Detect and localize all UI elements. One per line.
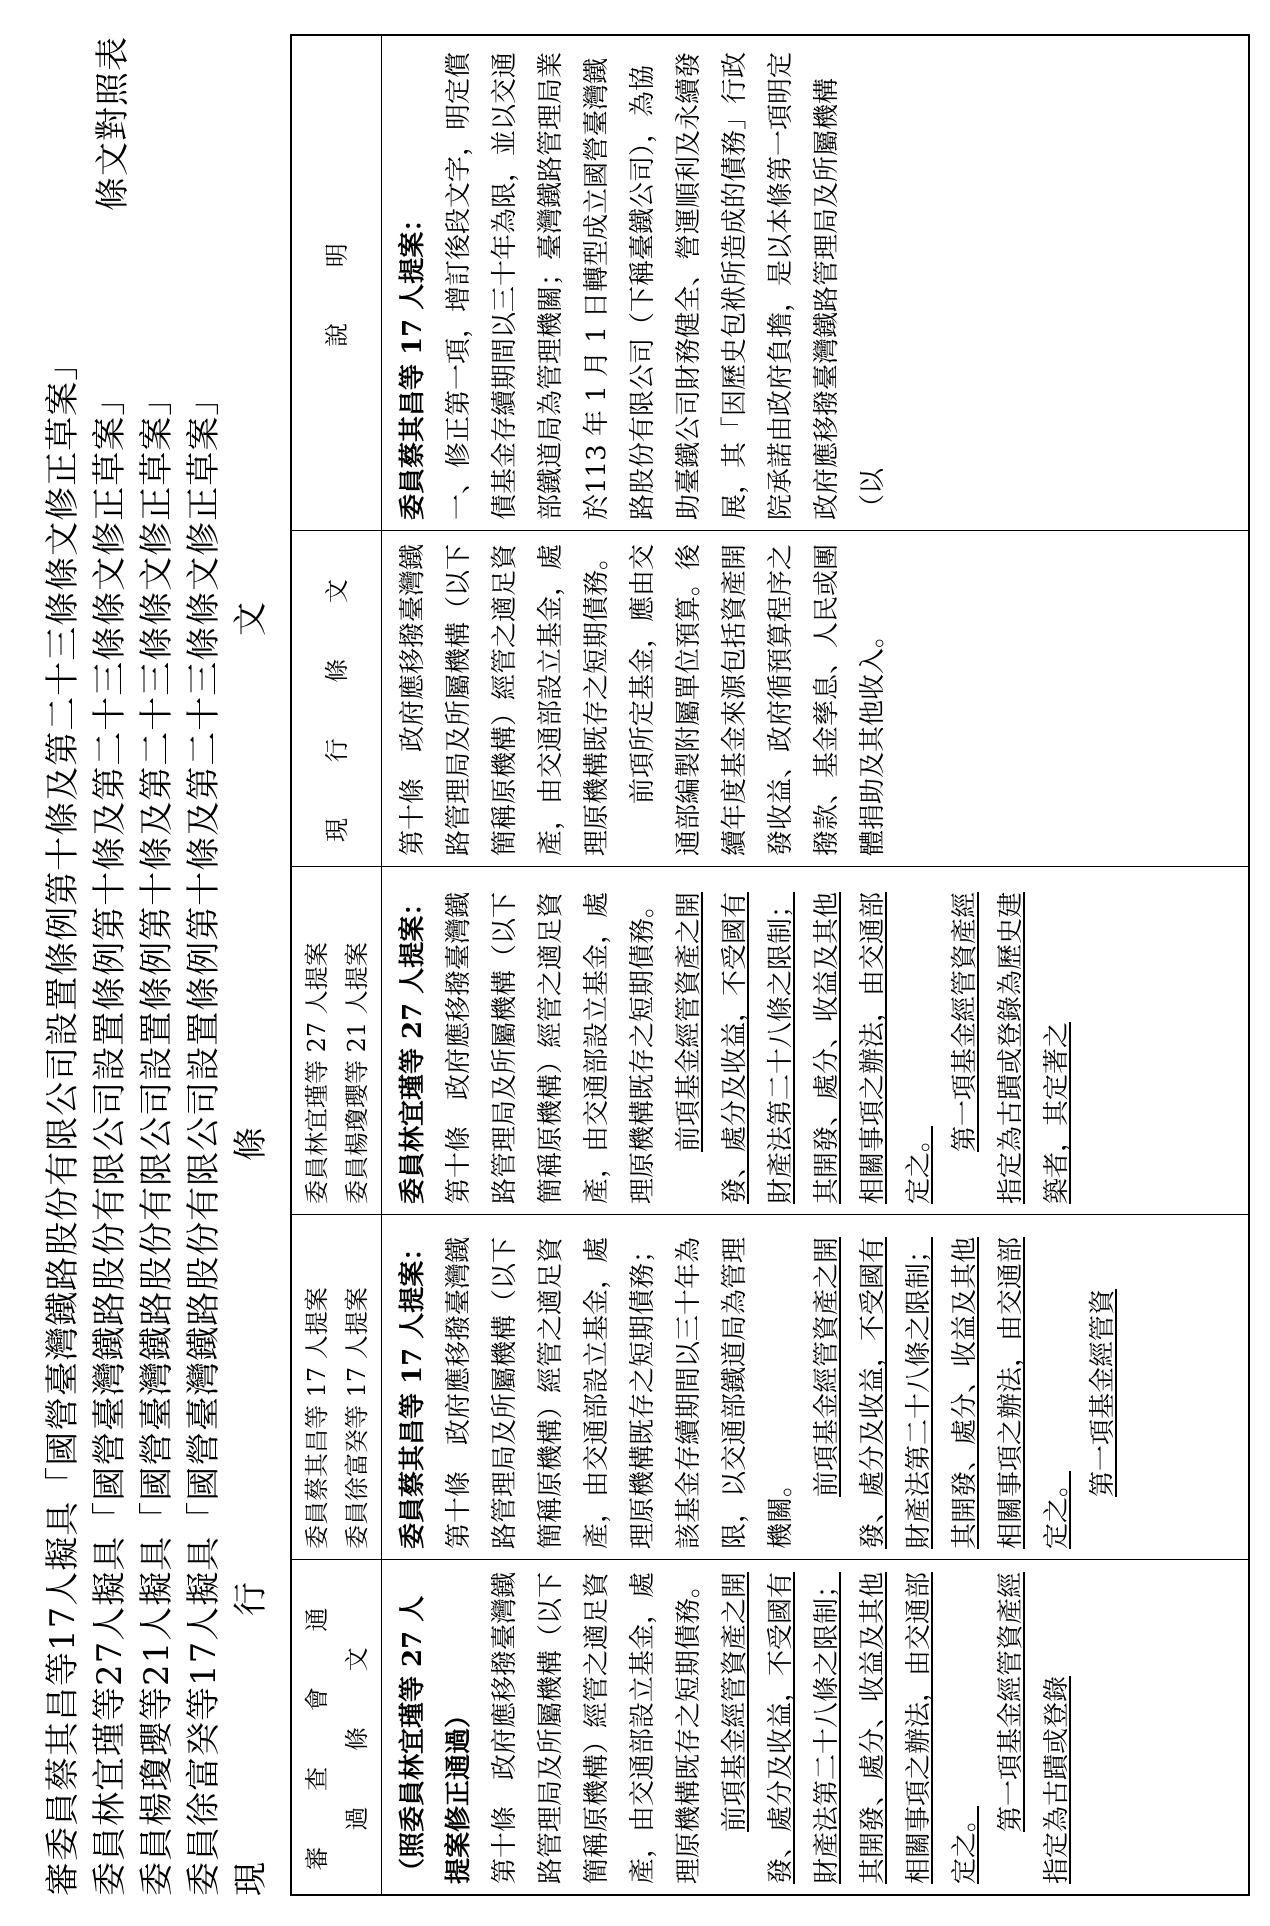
column-explanation [292, 36, 1248, 530]
column-proposal-lin [292, 866, 1248, 1214]
proposal-line-4: 委員徐富癸等17人擬具「國營臺灣鐵路股份有限公司設置條例第十條及第二十三條條文修正草案」 [184, 380, 224, 1896]
column-header [292, 1215, 382, 1559]
column-header: 說 明 [292, 36, 382, 530]
proposal-line-3: 委員楊瓊瓔等21人擬具「國營臺灣鐵路股份有限公司設置條例第十條及第二十三條條文修正草案」 [137, 380, 177, 1896]
article-paragraph-2: 前項所定基金，應由交通部編製附屬單位預算。後續年度基金來源包括資產開發收益、政府循預算程序之撥款、基金孳息、人民或團體捐助及其他收入。 [628, 543, 888, 856]
title-suffix: 條文對照表 [93, 36, 133, 211]
article-paragraph-2: 前項基金經管資產之開發、處分及收益，不受國有財產法第二十八條之限制；其開發、處分、收益及其他相關事項之辦法，由交通部定之。 [720, 1571, 980, 1884]
proposal-line-2: 委員林宜瑾等27人擬具「國營臺灣鐵路股份有限公司設置條例第十條及第二十三條條文修正草案」 [90, 380, 130, 1896]
article-text: 第十條 政府應移撥臺灣鐵路管理局及所屬機構（以下簡稱原機構）經管之適足資產，由交通部設立基金，處理原機構既存之短期債務。 [398, 543, 612, 856]
comparison-table [290, 34, 1250, 1896]
column-lead: 委員蔡其昌等 17 人提案： [398, 205, 428, 520]
article-paragraph-3: 第一項基金經管資產經指定為古蹟或登錄為歷史建築者，其定著之 [950, 891, 1072, 1204]
header-line-2: 委員楊瓊瓔等 21 人提案 [342, 942, 371, 1204]
article-text: 第十條 政府應移撥臺灣鐵路管理局及所屬機構（以下簡稱原機構）經管之適足資產，由交通部設立基金，處理原機構既存之短期債務。 [444, 891, 658, 1204]
explanation-text: 一、修正第一項，增訂後段文字，明定償債基金存續期間以三十年為限，並以交通部鐵道局為管理機關；臺灣鐵路管理局業於113 年 1 月 1 日轉型成立國營臺灣鐵路股份有限公司（下稱臺鐵公司），為協助臺鐵公司財務健全、營運順利及永續發展，其「因歷史包袱所造成的債務」行政院承諾由政府負擔，是以本條第一項明定政府應移撥臺灣鐵路管理局及所屬機構（以 [444, 51, 888, 520]
column-lead: 委員林宜瑾等 27 人提案： [398, 889, 428, 1204]
proposal-line-1: 審委員蔡其昌等17人擬具「國營臺灣鐵路股份有限公司設置條例第十條及第二十三條條文修正草案」 [43, 345, 83, 1896]
column-current-law [292, 530, 1248, 866]
article-paragraph-3: 第一項基金經管資 [1088, 1288, 1118, 1497]
column-lead: 委員蔡其昌等 17 人提案： [398, 1234, 428, 1549]
column-header: 審 查 會 通 過 條 文 [292, 1560, 382, 1894]
article-paragraph-2: 前項基金經管資產之開發、處分及收益，不受國有財產法第二十八條之限制；其開發、處分、收益及其他相關事項之辦法，由交通部定之。 [674, 891, 934, 1204]
column-review-passed [292, 1559, 1248, 1894]
article-paragraph-2: 前項基金經管資產之開發、處分及收益，不受國有財產法第二十八條之限制；其開發、處分、收益及其他相關事項之辦法，由交通部定之。 [812, 1236, 1072, 1549]
header-line-1: 委員蔡其昌等 17 人提案 [302, 1287, 331, 1549]
document-title [40, 36, 280, 1896]
column-proposal-tsai [292, 1214, 1248, 1559]
article-paragraph-3: 第一項基金經管資產經指定為古蹟或登錄 [996, 1571, 1072, 1884]
header-line-1: 委員林宜瑾等 27 人提案 [302, 942, 331, 1204]
article-text: 第十條 政府應移撥臺灣鐵路管理局及所屬機構（以下簡稱原機構）經管之適足資產，由交通部設立基金，處理原機構既存之短期債務。 [490, 1571, 704, 1884]
column-header [292, 867, 382, 1214]
column-lead: （照委員林宜瑾等 27 人提案修正通過） [398, 1595, 474, 1884]
header-line-2: 委員徐富癸等 17 人提案 [342, 1287, 371, 1549]
title-last-line: 現 行 條 文 [231, 601, 271, 1896]
article-text: 第十條 政府應移撥臺灣鐵路管理局及所屬機構（以下簡稱原機構）經管之適足資產，由交通部設立基金，處理原機構既存之短期債務；該基金存續期間以三十年為限，以交通部鐵道局為管理機關。 [444, 1236, 796, 1549]
column-header: 現 行 條 文 [292, 531, 382, 866]
